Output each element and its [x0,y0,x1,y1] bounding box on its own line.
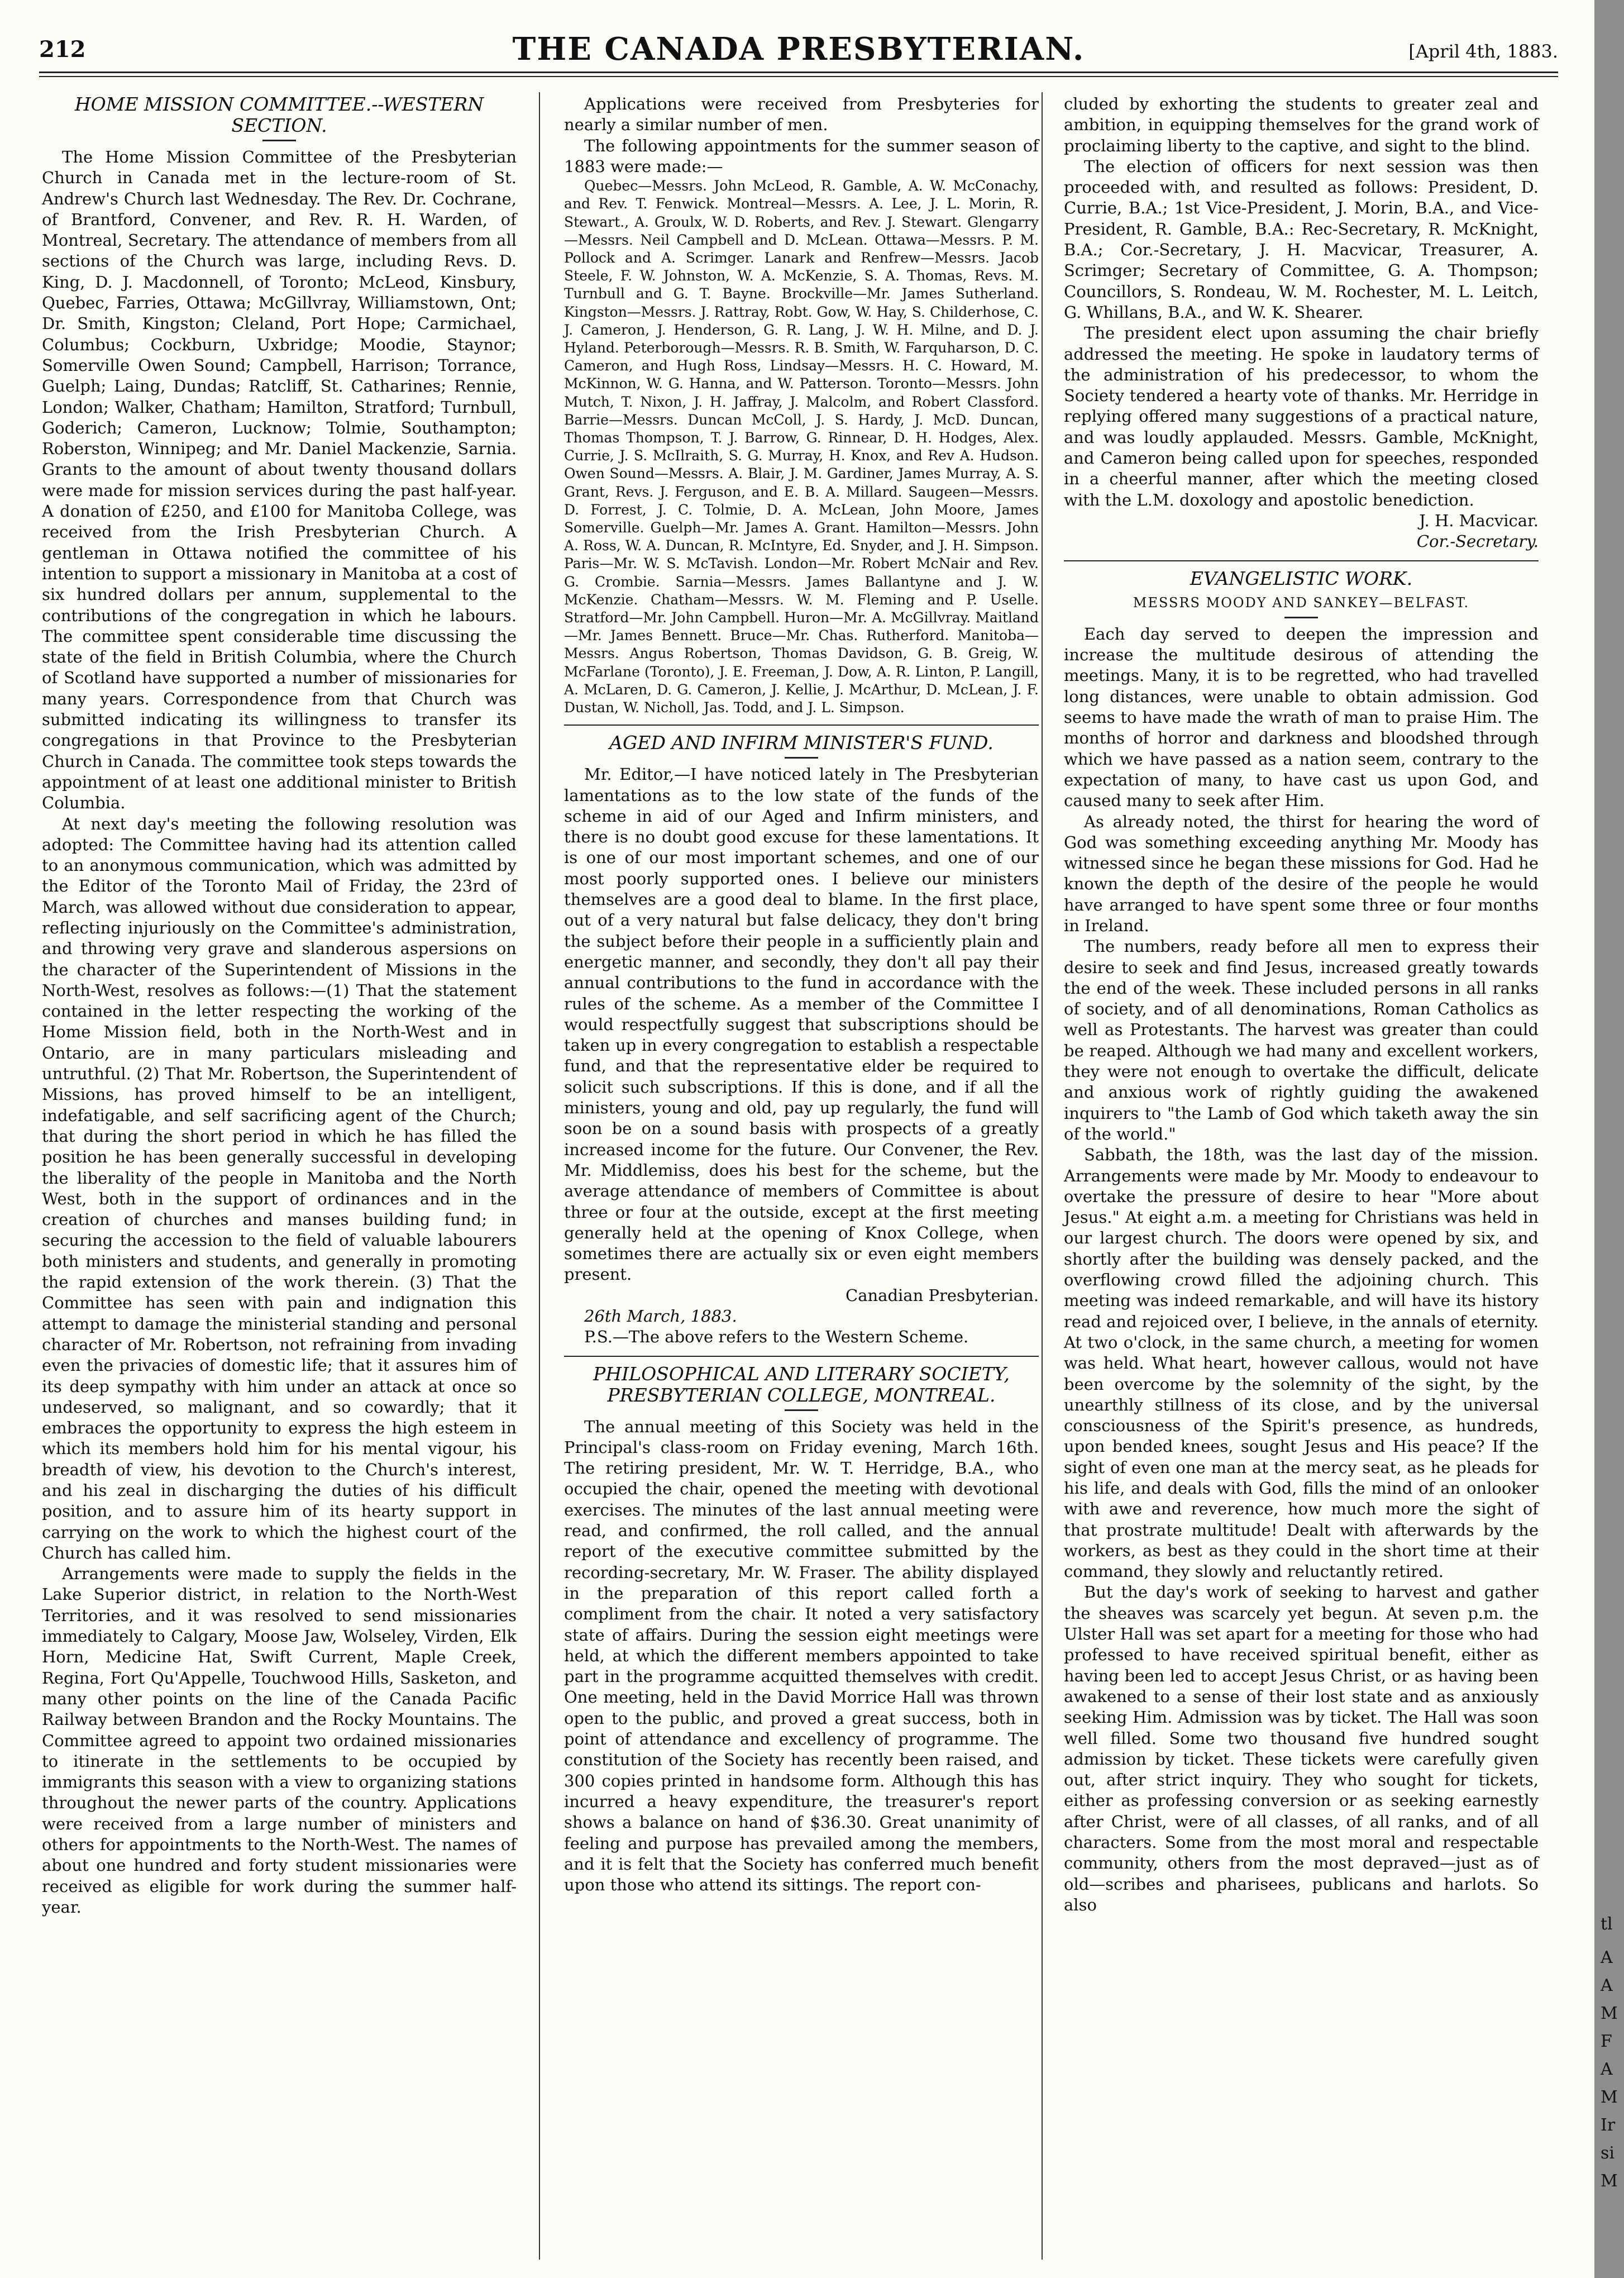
newspaper-title: THE CANADA PRESBYTERIAN. [512,31,1085,68]
letter-signature: Canadian Presbyterian. [846,1285,1039,1305]
article-paragraph: At next day's meeting the following resolution was adopted: The Committee having had its attention called to an anonymous communication, which was admitted by the Editor of the Toronto Mail of Friday, the 23rd of March, was allowed without due consideration to appear, reflecting injuriously on the Committee's administration, and throwing very grave and slanderous aspersions on the character of the Superintendent of Missions in the North-West, resolves as follows:—(1) That the statement contained in the letter respecting the working of the Home Mission field, both in the North-West and in Ontario, are in many particulars misleading and untruthful. (2) That Mr. Robertson, the Superintendent of Missions, has proved himself to be an intelligent, indefatigable, and self sacrificing agent of the Church; that during the short period in which he has filled the position he has been generally successful in developing the liberality of the people in Manitoba and the North West, both in the support of ordinances and in the creation of churches and manses building fund; in securing the accession to the field of valuable labourers both ministers and students, and generally in promoting the rapid extension of the work therein. (3) That the Committee has seen with pain and indignation this attempt to damage the ministerial standing and personal character of Mr. Robertson, not refraining from invading even the privacies of domestic life; that it assures him of its deep sympathy with him under an attack at once so undeserved, so malignant, and so cowardly; that it embraces the opportunity to express the high esteem in which its members hold him for his mental vigour, his breadth of view, his devotion to the Church's interest, and his zeal in discharging the duties of his difficult position, and to assure him of its hearty support in carrying on the work to which the highest court of the Church has called him. [42,814,517,1562]
article-paragraph: Applications were received from Presbyteries for nearly a similar number of men. [564,94,1039,135]
article-paragraph: As already noted, the thirst for hearing the word of God was something exceeding anything Mr. Moody has witnessed since he began these missions for God. Had he known the depth of the desire of the people he would have arranged to have spent some three or four months in Ireland. [1064,812,1539,935]
article-paragraph: Sabbath, the 18th, was the last day of the mission. Arrangements were made by Mr. Moody to endeavour to overtake the pressure of desire to hear "More about Jesus." At eight a.m. a meeting for Christians was held in our largest church. The doors were opened by six, and shortly after the building was densely packed, and the overflowing crowd filled the adjoining church. This meeting was indeed remarkable, and will have its history read and rejoiced over, I believe, in the annals of eternity. At two o'clock, in the same church, a meeting for women was held. What heart, however callous, would not have been overcome by the solemnity of the sight, by the unearthly stillness of its close, and by the universal consciousness of the Spirit's presence, as hundreds, upon bended knees, sought Jesus and His peace? If the sight of even one man at the mercy seat, as he pleads for his life, and deals with God, fills the mind of an onlooker with awe and reverence, how much more the sight of that prostrate multitude! Dealt with afterwards by the workers, as best as they could in the short time at their command, they slowly and reluctantly retired. [1064,1145,1539,1581]
article-paragraph: The president elect upon assuming the chair briefly addressed the meeting. He spoke in laudatory terms of the administration of his predecessor, to whom the Society tendered a hearty vote of thanks. Mr. Herridge in replying offered many suggestions of a practical nature, and was loudly applauded. Messrs. Gamble, McKnight, and Cameron being called upon for speeches, responded in a cheerful manner, after which the meeting closed with the L.M. doxology and apostolic benediction. [1064,323,1539,509]
article-paragraph: The Home Mission Committee of the Presbyterian Church in Canada met in the lecture-room of St. Andrew's Church last Wednesday. The Rev. Dr. Cochrane, of Brantford, Convener, and Rev. R. H. Warden, of Montreal, Secretary. The attendance of members from all sections of the Church was large, including Revs. D. King, D. J. Macdonnell, of Toronto; McLeod, Kinsbury, Quebec, Farries, Ottawa; McGillvray, Williamstown, Ont; Dr. Smith, Kingston; Cleland, Port Hope; Carmichael, Columbus; Cockburn, Uxbridge; Moodie, Staynor; Somerville Owen Sound; Campbell, Harrison; Torrance, Guelph; Laing, Dundas; Ratcliff, St. Catharines; Rennie, London; Walker, Chatham; Hamilton, Stratford; Turnbull, Goderich; Cameron, Lucknow; Tolmie, Southampton; Roberston, Winnipeg; and Mr. Daniel Mackenzie, Sarnia. Grants to the amount of about twenty thousand dollars were made for mission services during the past half-year. A donation of £250, and £100 for Manitoba College, was received from the Irish Presbyterian Church. A gentleman in Ottawa notified the committee of his intention to support a missionary in Manitoba at a cost of six hundred dollars per annum, supplemental to the contributions of the congregation in which he labours. The committee spent considerable time discussing the state of the field in British Columbia, where the Church of Scotland have supported a number of missionaries for many years. Correspondence from that Church was submitted indicating its willingness to transfer its congregations in that Province to the Presbyterian Church in Canada. The committee took steps towards the appointment of at least one additional minister to British Columbia. [42,147,517,813]
article-heading: HOME MISSION COMMITTEE.--WESTERN SECTION. [74,93,484,136]
column-1 [42,94,517,1918]
section-divider [1064,560,1539,561]
postscript: P.S.—The above refers to the Western Scheme. [584,1327,969,1347]
masthead [39,31,1558,68]
edge-letter: tl [1601,1914,1613,1934]
section-divider [564,725,1039,726]
report-signature-title: Cor.-Secretary. [1416,532,1539,551]
column-2 [564,94,1039,1895]
issue-date: [April 4th, 1883. [1408,41,1558,62]
article-paragraph: The numbers, ready before all men to express their desire to seek and find Jesus, increased greatly towards the end of the week. These included persons in all ranks of society, and of all denominations, Roman Catholics as well as Protestants. The harvest was greater than could be reaped. Although we had many and excellent workers, they were not enough to overtake the difficult, delicate and anxious work of rightly guiding the awakened inquirers to "the Lamb of God which taketh away the sin of the world." [1064,937,1539,1143]
article-paragraph: The election of officers for next session was then proceeded with, and resulted as follows: President, D. Currie, B.A.; 1st Vice-President, J. Morin, B.A., and Vice-President, R. Gamble, B.A.: Rec-Secretary, R. McKnight, B.A.; Cor.-Secretary, J. H. Macvicar, Treasurer, A. Scrimger; Secretary of Committee, G. A. Thompson; Councillors, S. Rondeau, W. M. Rochester, M. L. Leitch, G. Whillans, B.A., and W. K. Shearer. [1064,156,1539,322]
edge-letter: Ir [1601,2115,1616,2135]
column-divider [539,92,540,2260]
article-heading: EVANGELISTIC WORK. [1190,567,1413,589]
column-3 [1064,94,1539,1915]
article-paragraph: Each day served to deepen the impression and increase the multitude desirous of attending the meetings. Many, it is to be regretted, who had travelled long distances, were unable to obtain admission. God seems to have made the wrath of man to praise Him. The months of horror and darkness and bloodshed through which we have passed as a nation seem, contrary to the expectation of many, to have cast us upon God, and caused many to seek after Him. [1064,624,1539,811]
masthead-rule-bottom [39,76,1558,77]
article-heading: PHILOSOPHICAL AND LITERARY SOCIETY, PRESBYTERIAN COLLEGE, MONTREAL. [593,1362,1010,1406]
appointments-list: Quebec—Messrs. John McLeod, R. Gamble, A. W. McConachy, and Rev. T. Fenwick. Montreal—Messrs. A. Lee, J. L. Morin, R. Stewart., A. Groulx, W. D. Roberts, and Rev. J. Stewart. Glengarry—Messrs. Neil Campbell and D. McLean. Ottawa—Messrs. P. M. Pollock and A. Scrimger. Lanark and Renfrew—Messrs. Jacob Steele, F. W. Johnston, W. A. McKenzie, S. A. Thomas, Revs. M. Turnbull and G. T. Bayne. Brockville—Mr. James Sutherland. Kingston—Messrs. J. Rattray, Robt. Gow, W. Hay, S. Childerhose, C. J. Cameron, J. Henderson, G. R. Lang, J. W. H. Milne, and D. J. Hyland. Peterborough—Messrs. R. B. Smith, W. Farquharson, D. C. Cameron, and Hugh Ross, Lindsay—Messrs. H. C. Howard, M. McKinnon, W. G. Hanna, and W. Patterson. Toronto—Messrs. John Mutch, T. Nixon, J. H. Jaffray, J. Malcolm, and Robert Classford. Barrie—Messrs. Duncan McColl, J. S. Hardy, J. McD. Duncan, Thomas Thompson, T. J. Barrow, G. Rinnear, D. H. Hodges, Alex. Currie, J. S. McIlraith, S. G. Murray, H. Knox, and Rev A. Hudson. Owen Sound—Messrs. A. Blair, J. M. Gardiner, James Murray, A. S. Grant, Revs. J. Ferguson, and E. B. A. Millard. Saugeen—Messrs. D. Forrest, J. C. Tolmie, D. A. McLean, John Moore, James Somerville. Guelph—Mr. James A. Grant. Hamilton—Messrs. John A. Ross, W. A. Duncan, R. McIntyre, Ed. Snyder, and J. H. Simpson. Paris—Mr. W. S. McTavish. London—Mr. Robert McNair and Rev. G. Crombie. Sarnia—Messrs. James Ballantyne and J. W. McKenzie. Chatham—Messrs. W. M. Fleming and P. Uselle. Stratford—Mr. John Campbell. Huron—Mr. A. McGillvray. Maitland—Mr. James Bennett. Bruce—Mr. Chas. Rutherford. Manitoba—Messrs. Angus Robertson, Thomas Davidson, G. B. Greig, W. McFarlane (Toronto), J. E. Freeman, J. Dow, A. R. Linton, P. Langill, A. McLaren, D. G. Cameron, J. Kellie, J. McArthur, D. McLean, J. F. Dustan, W. Nicholl, Jas. Todd, and J. L. Simpson. [564,178,1039,716]
page-edge-shadow [1594,0,1624,2278]
edge-letter: A [1601,1976,1613,1995]
edge-letter: A [1601,1948,1613,1967]
article-paragraph: cluded by exhorting the students to greater zeal and ambition, in equipping themselves for the grand work of proclaiming liberty to the captive, and sight to the blind. [1064,94,1539,155]
heading-dash [262,140,296,141]
article-subheading: MESSRS MOODY AND SANKEY—BELFAST. [1133,594,1470,611]
edge-letter: M [1601,2004,1618,2023]
article-paragraph: Arrangements were made to supply the fields in the Lake Superior district, in relation to the North-West Territories, and it was resolved to send missionaries immediately to Calgary, Moose Jaw, Wolseley, Virden, Elk Horn, Medicine Hat, Swift Current, Maple Creek, Regina, Fort Qu'Appelle, Touchwood Hills, Sasketon, and many other points on the line of the Canada Pacific Railway between Brandon and the Rocky Mountains. The Committee agreed to appoint two ordained missionaries to itinerate in the settlements to be occupied by immigrants this season with a view to organizing stations throughout the newer parts of the country. Applications were received from a large number of ministers and others for appointments to the North-West. The names of about one hundred and forty student missionaries were received as eligible for work during the summer half-year. [42,1564,517,1917]
letter-date: 26th March, 1883. [584,1307,737,1326]
article-paragraph: The following appointments for the summer season of 1883 were made:— [564,136,1039,176]
report-signature: J. H. Macvicar. [1419,511,1539,530]
column-divider [1042,92,1043,2260]
masthead-rule-top [39,72,1558,73]
edge-letter: si [1601,2143,1615,2163]
article-heading: AGED AND INFIRM MINISTER'S FUND. [609,732,993,754]
heading-dash [1284,617,1318,618]
edge-letter: M [1601,2088,1618,2107]
section-divider [564,1356,1039,1357]
article-paragraph: The annual meeting of this Society was held in the Principal's class-room on Friday evening, March 16th. The retiring president, Mr. W. T. Herridge, B.A., who occupied the chair, opened the meeting with devotional exercises. The minutes of the last annual meeting were read, and confirmed, the roll called, and the annual report of the executive committee submitted by the recording-secretary, Mr. W. Fraser. The ability displayed in the preparation of this report called forth a compliment from the chair. It noted a very satisfactory state of affairs. During the session eight meetings were held, at which the different members appointed to take part in the programme acquitted themselves with credit. One meeting, held in the David Morrice Hall was thrown open to the public, and proved a great success, both in point of attendance and excellency of programme. The constitution of the Society has recently been raised, and 300 copies printed in handsome form. Although this has incurred a heavy expenditure, the treasurer's report shows a balance on hand of $36.30. Great unanimity of feeling and purpose has prevailed among the members, and it is felt that the Society has conferred much benefit upon those who attend its sittings. The report con- [564,1417,1039,1895]
edge-letter: F [1601,2032,1612,2051]
heading-dash [785,1409,818,1411]
heading-dash [785,757,818,759]
edge-letter: A [1601,2060,1613,2079]
article-paragraph: Mr. Editor,—I have noticed lately in The Presbyterian lamentations as to the low state of the funds of the scheme in aid of our Aged and Infirm ministers, and there is no doubt good excuse for these lamentations. It is one of our most important schemes, and one of our most poorly supported ones. I believe our ministers themselves are a good deal to blame. In the first place, out of a very natural but false delicacy, they don't bring the subject before their people in a sufficiently plain and energetic manner, and secondly, they don't all pay their annual contributions to the fund in accordance with the rules of the scheme. As a member of the Committee I would respectfully suggest that subscriptions should be taken up in every congregation to establish a respectable fund, and that the representative elder be required to solicit such subscriptions. If this is done, and if all the ministers, young and old, pay up regularly, the fund will soon be on a sound basis with prospects of a greatly increased income for the future. Our Convener, the Rev. Mr. Middlemiss, does his best for the scheme, but the average attendance of members of Committee is about three or four at the outside, except at the first meeting generally held at the opening of Knox College, when sometimes there are actually six or even eight members present. [564,765,1039,1284]
edge-letter: M [1601,2171,1618,2191]
page-number: 212 [39,36,86,63]
article-paragraph: But the day's work of seeking to harvest and gather the sheaves was scarcely yet begun. At seven p.m. the Ulster Hall was set apart for a meeting for those who had professed to have received spiritual benefit, either as having been led to accept Jesus Christ, or as having been awakened to a sense of their lost state and as anxiously seeking Him. Admission was by ticket. The Hall was soon well filled. Some two thousand five hundred sought admission by ticket. These tickets were carefully given out, after strict inquiry. They who sought for tickets, either as professing conversion or as seeking earnestly after Christ, were of all classes, of all ranks, and of all characters. Some from the most moral and respectable community, others from the most depraved—just as of old—scribes and pharisees, publicans and harlots. So also [1064,1583,1539,1914]
